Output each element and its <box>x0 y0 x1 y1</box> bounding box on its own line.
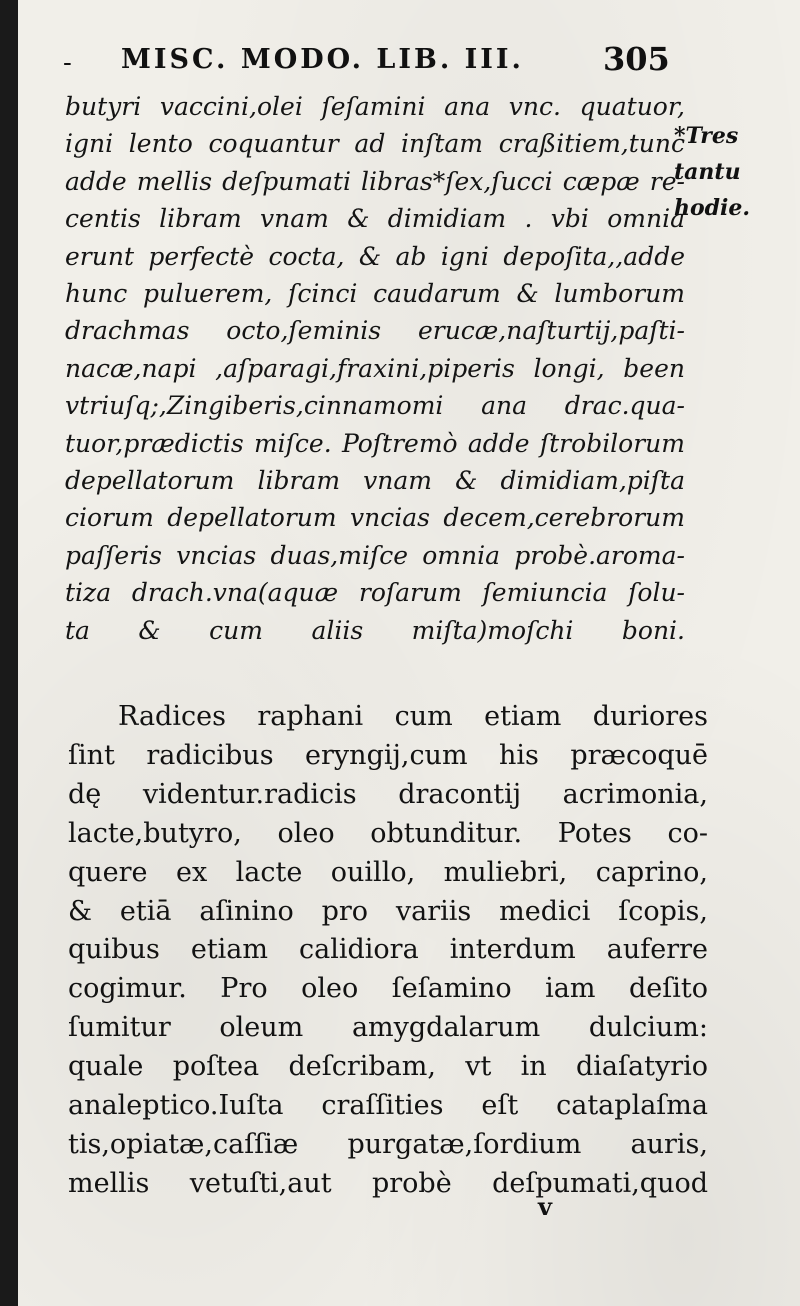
margin-note-line: hodie. <box>674 195 751 221</box>
text-line: ſumitur oleum amygdalarum dulcium: <box>68 1012 708 1044</box>
text-line: analeptico.Iuſta craſſities eſt cataplaſma <box>68 1090 708 1122</box>
recipe-paragraph <box>65 88 685 649</box>
commentary-paragraph <box>68 698 708 1204</box>
text-line: centis libram vnam & dimidiam . vbi omnia <box>65 204 685 234</box>
text-line: butyri vaccini,olei ſeſamini ana vnc. quatuor, <box>65 92 685 121</box>
text-line: depellatorum libram vnam & dimidiam,piſta <box>65 466 685 496</box>
text-line: ſint radicibus eryngij,cum his præcoquē <box>68 739 708 771</box>
margin-note-line: *Tres <box>674 123 739 149</box>
text-line: mellis vetuſti,aut probè deſpumati,quod <box>68 1167 708 1199</box>
text-line: Radices raphani cum etiam duriores <box>118 701 708 732</box>
text-line: quibus etiam calidiora interdum auferre <box>68 934 708 966</box>
text-line: erunt perfectè cocta, & ab igni depoſita,,adde <box>65 241 685 271</box>
text-line: & etiā aſinino pro variis medici ſcopis, <box>68 895 708 927</box>
text-line: tuor,prædictis miſce. Poſtremò adde ſtrobilorum <box>65 428 685 458</box>
text-line: ta & cum aliis miſta)moſchi boni. <box>65 615 685 645</box>
text-line: igni lento coquantur ad inſtam craßitiem,tunc <box>65 129 685 159</box>
text-line: tiza drach.vna(aquæ roſarum ſemiuncia ſolu- <box>65 578 685 608</box>
text-line: dę videntur.radicis dracontij acrimonia, <box>68 778 708 810</box>
running-title: MISC. MODO. LIB. III. <box>121 44 524 75</box>
text-line: tis,opiatæ,caſſiæ purgatæ,ſordium auris, <box>68 1128 708 1160</box>
text-line: drachmas octo,ſeminis erucæ,naſturtij,paſti- <box>65 316 685 346</box>
text-line: paſſeris vncias duas,miſce omnia probè.aroma- <box>65 540 685 570</box>
text-line: cogimur. Pro oleo ſeſamino iam deſito <box>68 973 708 1005</box>
text-line: ciorum depellatorum vncias decem,cerebrorum <box>65 503 685 533</box>
page-number: 305 <box>603 40 670 78</box>
page-header <box>63 36 713 86</box>
text-line: nacæ,napi ,aſparagi,fraxini,piperis longi, been <box>65 353 685 383</box>
text-line: quale poſtea deſcribam, vt in diaſatyrio <box>68 1051 708 1083</box>
catchword: v <box>538 1192 552 1221</box>
text-line: quere ex lacte ouillo, muliebri, caprino, <box>68 856 708 888</box>
text-line: hunc puluerem, ſcinci caudarum & lumborum <box>65 279 685 309</box>
text-line: vtriuſq;,Zingiberis,cinnamomi ana drac.qua- <box>65 391 685 421</box>
margin-note <box>674 118 800 226</box>
text-line: lacte,butyro, oleo obtunditur. Potes co- <box>68 817 708 849</box>
book-page <box>18 0 800 1306</box>
text-line: adde mellis deſpumati libras*ſex,ſucci cæpæ re- <box>65 166 685 196</box>
margin-note-line: tantu <box>674 159 741 185</box>
header-dash: - <box>63 48 72 78</box>
